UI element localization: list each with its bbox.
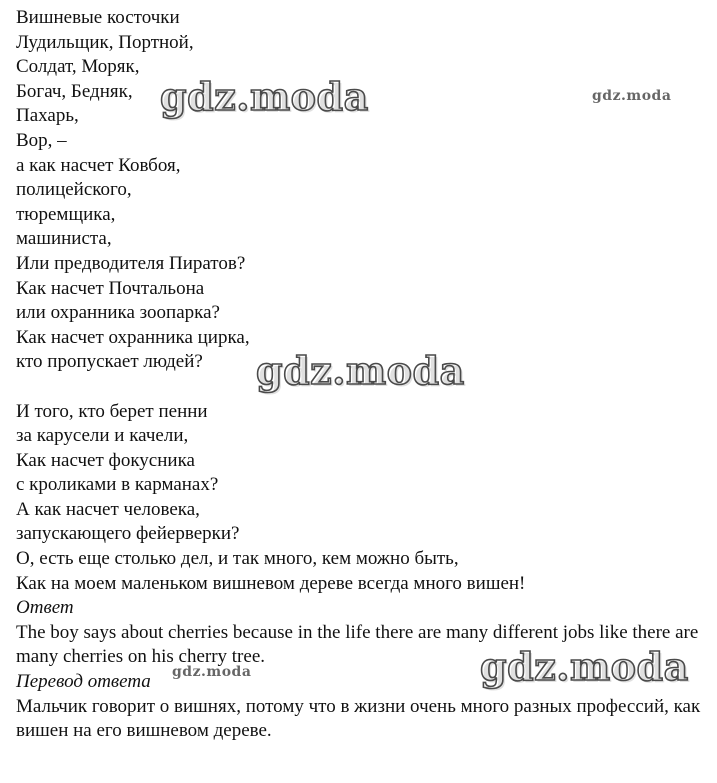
poem-line: Как на моем маленьком вишневом дереве всегда много вишен!	[16, 572, 526, 594]
poem-line: Солдат, Моряк,	[16, 56, 140, 78]
poem-line: О, есть еще столько дел, и так много, кем можно быть,	[16, 548, 459, 570]
poem-line: Как насчет фокусника	[16, 449, 195, 471]
poem-line: а как насчет Ковбоя,	[16, 154, 181, 176]
answer-text: The boy says about cherries because in the life there are many different jobs like there are many cherries on his cherry tree.	[16, 621, 699, 668]
poem-line: или охранника зоопарка?	[16, 302, 220, 324]
poem-line: И того, кто берет пенни	[16, 400, 208, 422]
poem-line: Как насчет охранника цирка,	[16, 326, 250, 348]
stanza-gap	[16, 375, 711, 400]
poem-line: Как насчет Почтальона	[16, 277, 205, 299]
translation-text: Мальчик говорит о вишнях, потому что в жизни очень много разных профессий, как вишен на его вишневом дереве.	[16, 695, 701, 742]
document-body	[16, 6, 711, 744]
poem-line: Богач, Бедняк,	[16, 80, 133, 102]
poem-line: Пахарь,	[16, 105, 79, 127]
poem-line: Лудильщик, Портной,	[16, 31, 194, 53]
poem-line: тюремщика,	[16, 203, 116, 225]
poem-line: Вор, –	[16, 129, 67, 151]
answer-heading: Ответ	[16, 597, 74, 619]
poem-line: кто пропускает людей?	[16, 351, 203, 373]
watermark-large: gdz.moda	[480, 644, 689, 689]
poem-line: А как насчет человека,	[16, 498, 200, 520]
poem-line: Или предводителя Пиратов?	[16, 252, 246, 274]
poem-line: машиниста,	[16, 228, 112, 250]
watermark-small: gdz.moda	[172, 664, 252, 680]
translation-heading: Перевод ответа	[16, 671, 151, 693]
watermark-large: gdz.moda	[160, 74, 369, 119]
poem-line: за карусели и качели,	[16, 425, 189, 447]
watermark-large: gdz.moda	[256, 348, 465, 393]
poem-line: запускающего фейерверки?	[16, 523, 240, 545]
poem-title: Вишневые косточки	[16, 7, 180, 28]
poem-line: полицейского,	[16, 179, 132, 201]
watermark-small: gdz.moda	[592, 88, 672, 104]
poem-line: с кроликами в карманах?	[16, 474, 219, 496]
